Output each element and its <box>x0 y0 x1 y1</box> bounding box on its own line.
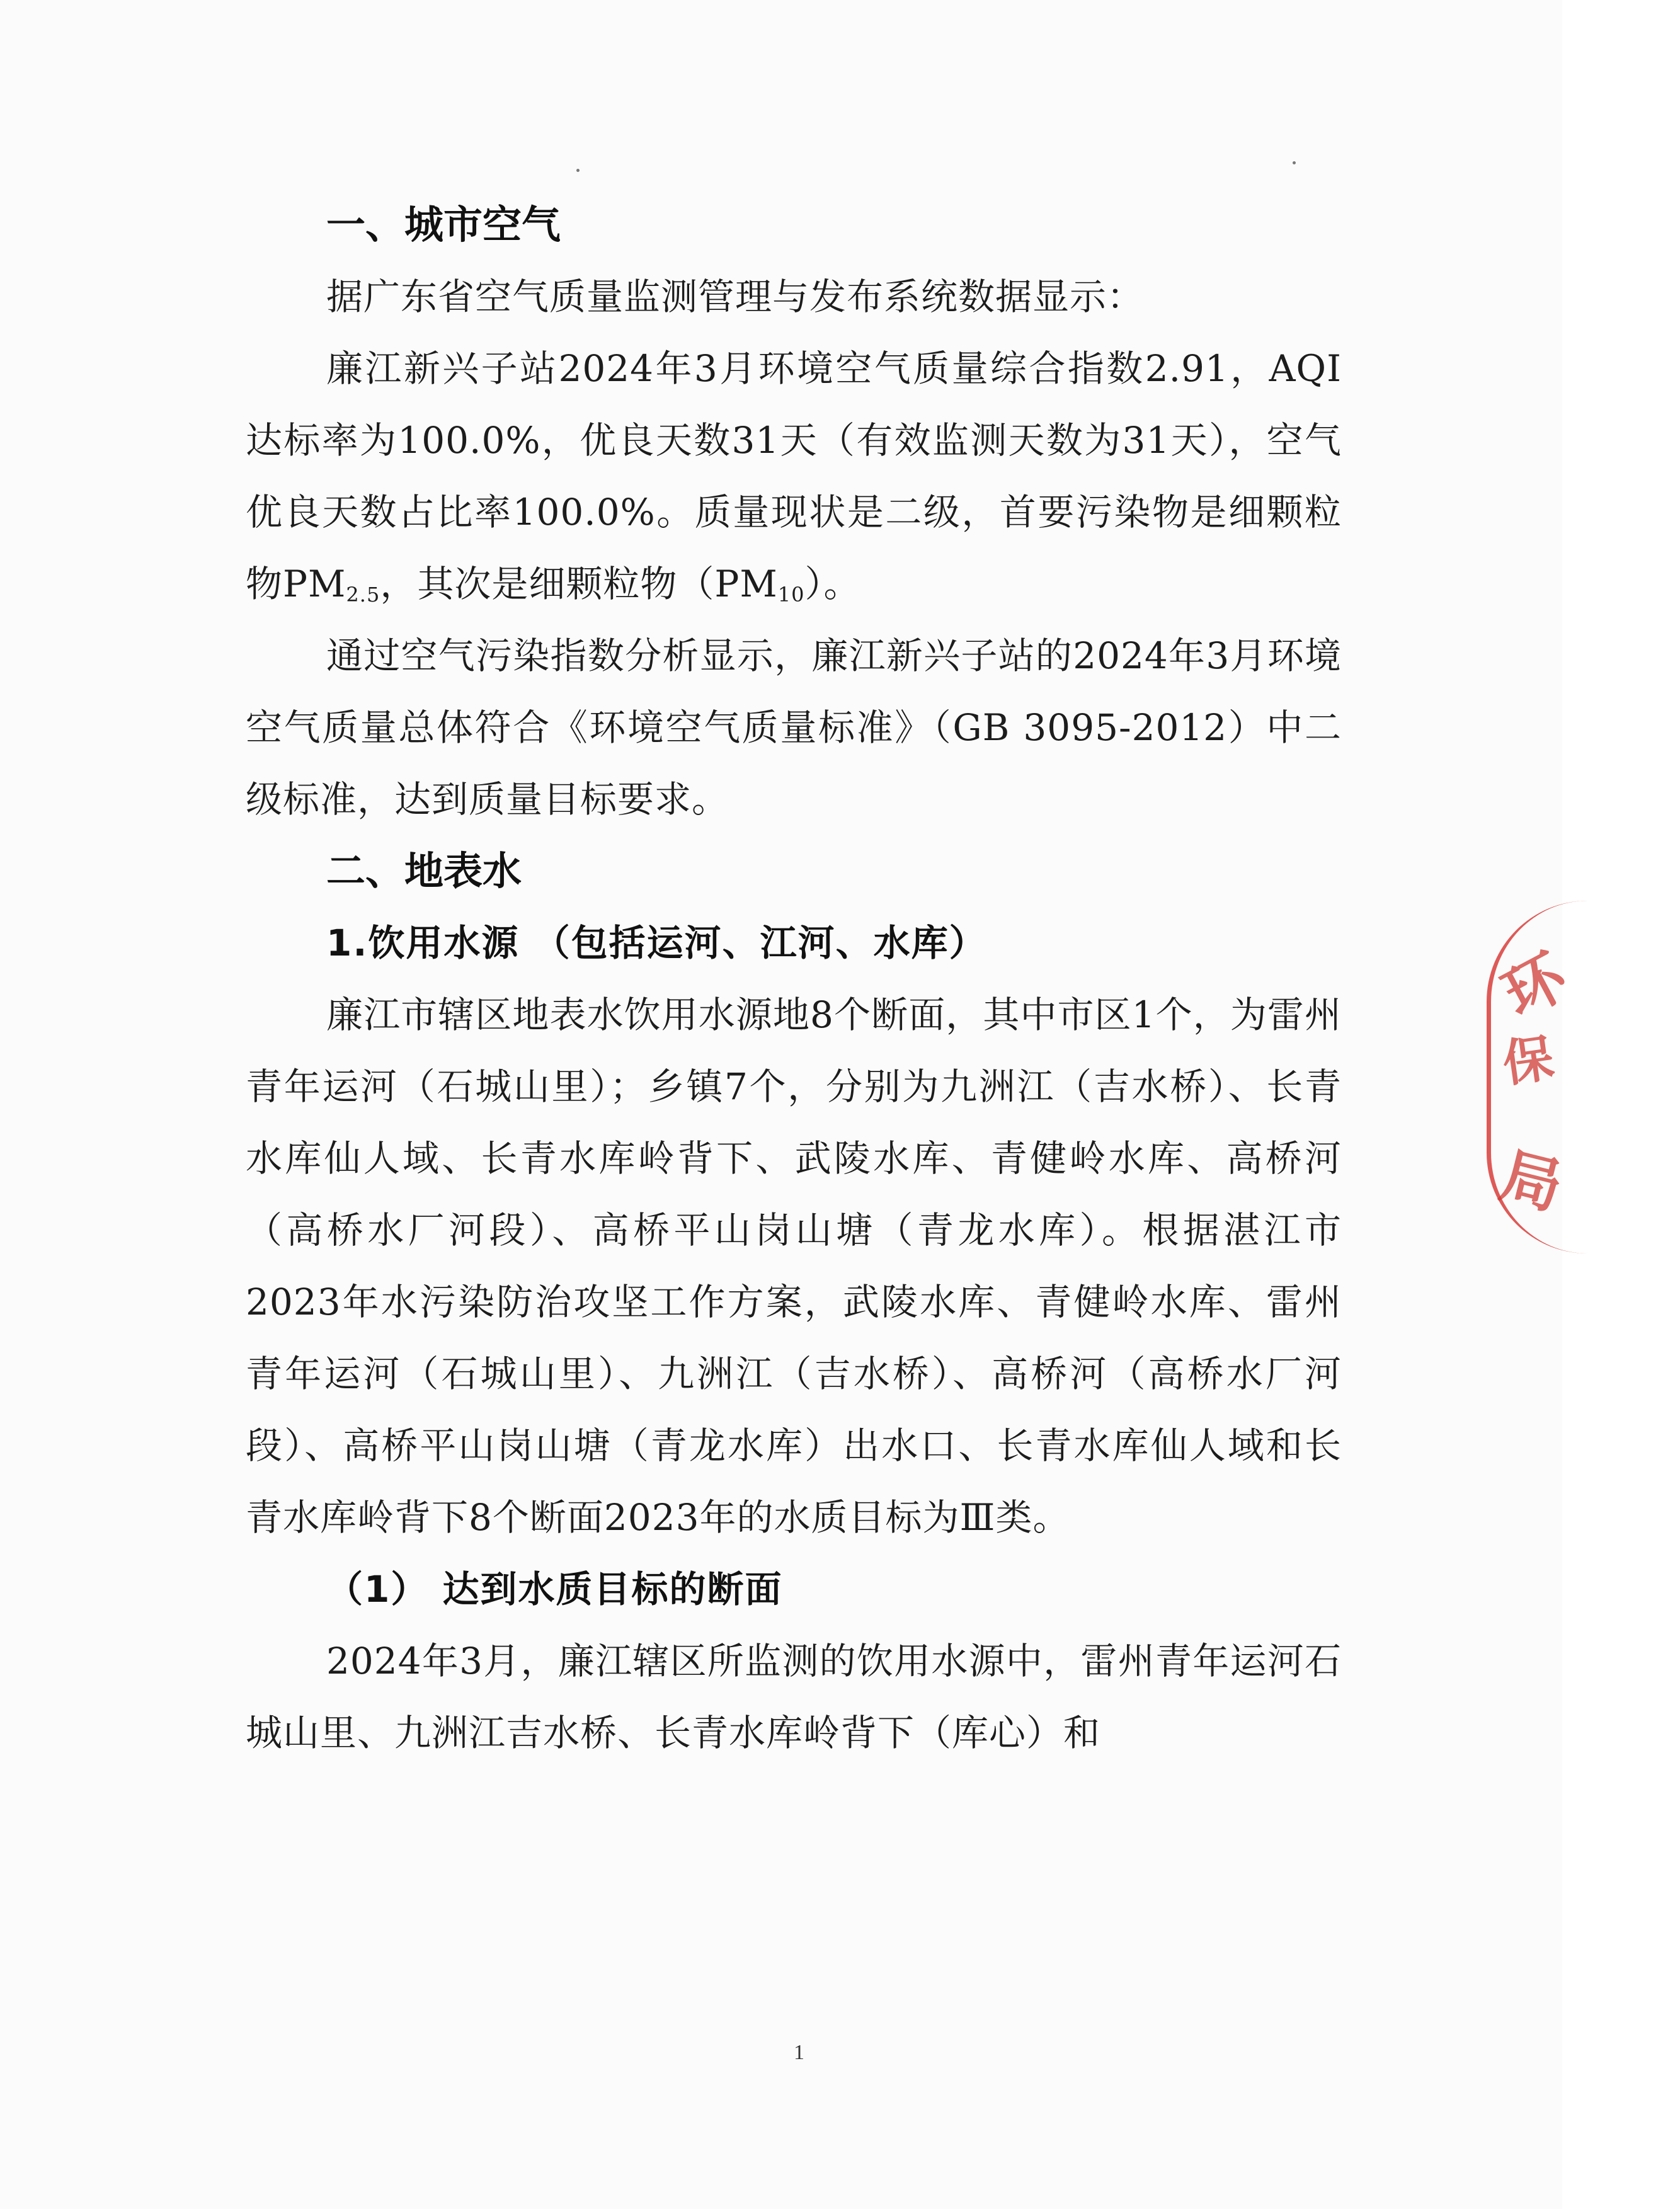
page-number: 1 <box>794 2041 804 2064</box>
paragraph-air-standard: 通过空气污染指数分析显示，廉江新兴子站的2024年3月环境空气质量总体符合《环境空气质量标准》（GB 3095-2012）中二级标准，达到质量目标要求。 <box>246 634 1342 821</box>
paragraph-air-quality-index <box>246 333 1342 620</box>
pm25-subscript: 2.5 <box>346 583 380 607</box>
scan-speck <box>576 169 580 172</box>
paragraph-data-source: 据广东省空气质量监测管理与发布系统数据显示： <box>326 275 1145 318</box>
seal-character: 环 <box>1491 940 1579 1032</box>
subheading-sections-meeting-target: （1） 达到水质目标的断面 <box>326 1568 783 1611</box>
paragraph-march-monitoring: 2024年3月，廉江辖区所监测的饮用水源中，雷州青年运河石城山里、九洲江吉水桥、长青水库岭背下（库心）和 <box>246 1640 1342 1754</box>
seal-character: 保 <box>1499 1027 1558 1094</box>
section-heading-city-air: 一、城市空气 <box>326 202 561 248</box>
subheading-drinking-water-source: 1.饮用水源 （包括运河、江河、水库） <box>326 922 987 964</box>
scan-speck <box>1293 161 1296 164</box>
section-heading-surface-water: 二、地表水 <box>326 848 522 894</box>
air-quality-text-3: ）。 <box>804 562 861 605</box>
air-quality-text: 廉江新兴子站2024年3月环境空气质量综合指数2.91，AQI达标率为100.0%，优良天数31天（有效监测天数为31天），空气优良天数占比率100.0%。质量现状是二级，首要污染物是细颗粒物PM <box>246 347 1342 605</box>
pm10-subscript: 10 <box>777 583 805 607</box>
seal-character: 局 <box>1494 1139 1570 1223</box>
document-body <box>246 189 1342 1769</box>
paragraph-water-sections: 廉江市辖区地表水饮用水源地8个断面，其中市区1个，为雷州青年运河（石城山里）；乡镇7个，分别为九洲江（吉水桥）、长青水库仙人域、长青水库岭背下、武陵水库、青健岭水库、高桥河（高桥水厂河段）、高桥平山岗山塘（青龙水库）。根据湛江市2023年水污染防治攻坚工作方案，武陵水库、青健岭水库、雷州青年运河（石城山里）、九洲江（吉水桥）、高桥河（高桥水厂河段）、高桥平山岗山塘（青龙水库）出水口、长青水库仙人域和长青水库岭背下8个断面2023年的水质目标为Ⅲ类。 <box>246 993 1342 1539</box>
air-quality-text-2: ，其次是细颗粒物（PM <box>380 562 778 605</box>
